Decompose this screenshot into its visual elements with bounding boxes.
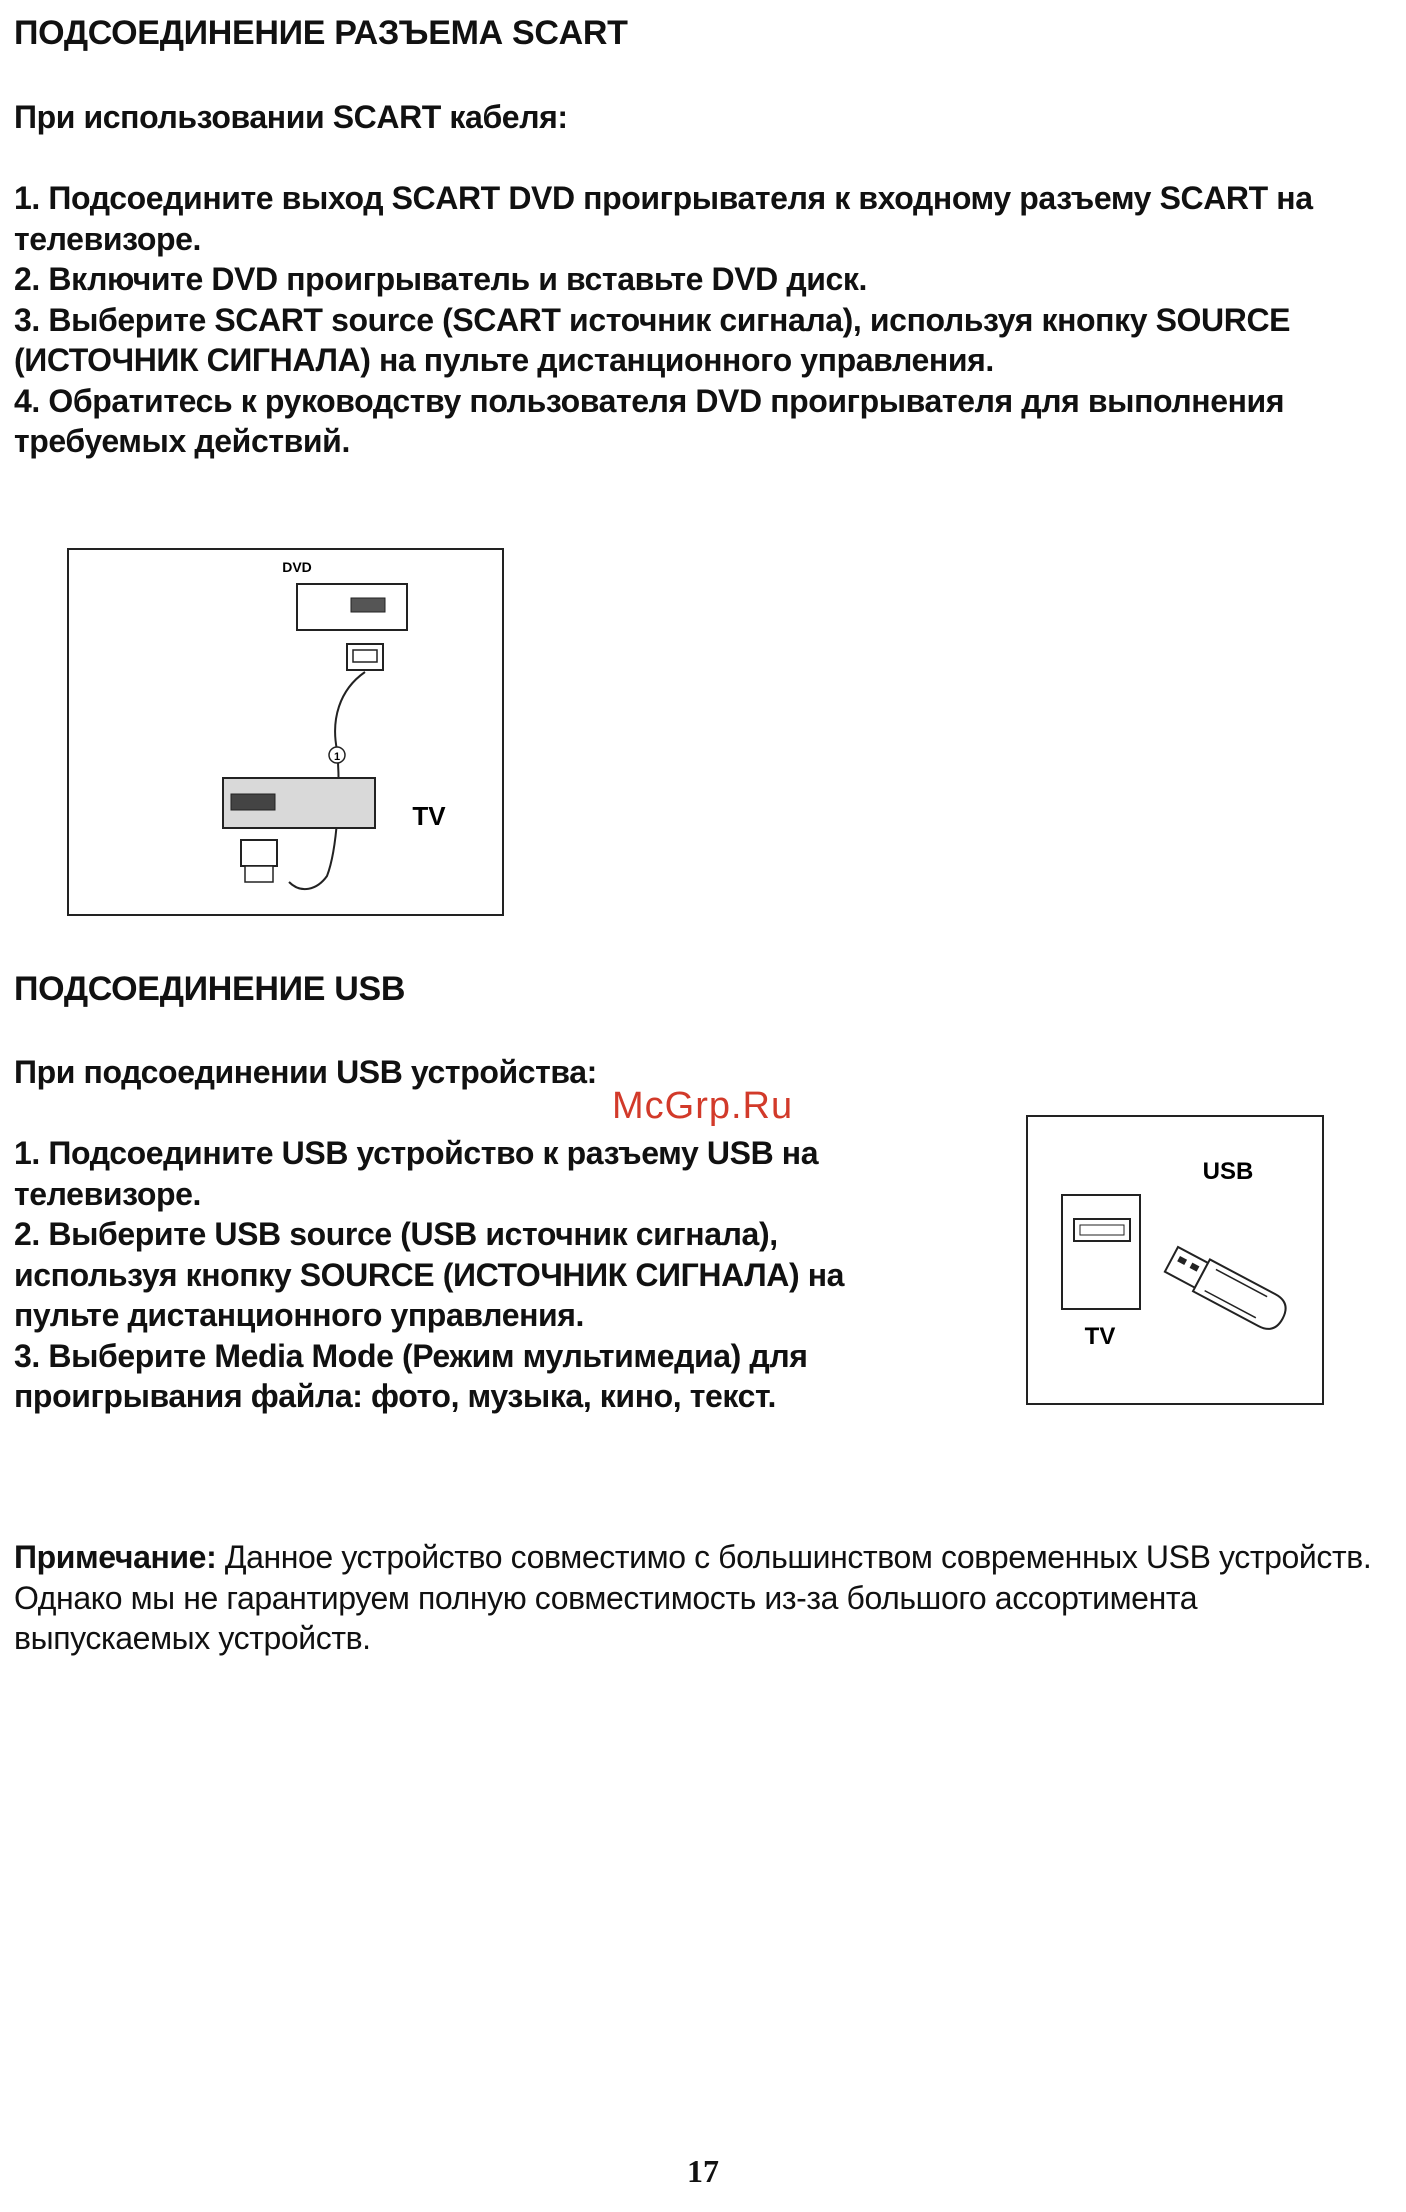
note-text: Данное устройство совместимо с большинством современных USB устройств. Однако мы не гарантируем полную совместимость из-за большого ассортимента выпускаемых устройств. [14, 1539, 1372, 1656]
scart-step-4: 4. Обратитесь к руководству пользователя DVD проигрывателя для выполнения требуемых действий. [14, 382, 1285, 459]
usb-heading: ПОДСОЕДИНЕНИЕ USB [14, 970, 406, 1008]
usb-diagram [1026, 1115, 1324, 1405]
dvd-scart-port [351, 598, 385, 612]
note-label: Примечание: [14, 1539, 217, 1575]
tv-scart-plug [241, 840, 277, 866]
scart-steps [14, 178, 1392, 462]
usb-label: USB [1202, 1158, 1254, 1185]
usb-steps [14, 1133, 914, 1417]
tv-scart-port [231, 794, 275, 810]
scart-step-1: 1. Подсоедините выход SCART DVD проигрывателя к входному разъему SCART на телевизоре. [14, 180, 1313, 257]
scart-diagram [67, 548, 504, 916]
scart-diagram-drawing [69, 550, 502, 914]
page-number: 17 [687, 2153, 719, 2189]
note [14, 1537, 1392, 1659]
tv-panel [1062, 1195, 1140, 1309]
usb-diagram-drawing [1028, 1117, 1322, 1403]
scart-heading: ПОДСОЕДИНЕНИЕ РАЗЪЕМА SCART [14, 14, 628, 52]
cable-marker-label: 1 [333, 751, 341, 763]
usb-step-2: 2. Выберите USB source (USB источник сигнала), используя кнопку SOURCE (ИСТОЧНИК СИГНАЛА) на пульте дистанционного управления. [14, 1216, 845, 1333]
watermark: McGrp.Ru [612, 1085, 794, 1127]
scart-intro: При использовании SCART кабеля: [14, 99, 568, 135]
dvd-label: DVD [282, 559, 312, 575]
usb-flash-drive [1163, 1243, 1291, 1334]
usb-step-1: 1. Подсоедините USB устройство к разъему USB на телевизоре. [14, 1135, 819, 1212]
usb-tv-label: TV [1084, 1323, 1116, 1350]
usb-step-3: 3. Выберите Media Mode (Режим мультимедиа) для проигрывания файла: фото, музыка, кино, текст. [14, 1337, 808, 1414]
usb-intro: При подсоединении USB устройства: [14, 1054, 597, 1090]
scart-step-2: 2. Включите DVD проигрыватель и вставьте DVD диск. [14, 261, 868, 297]
tv-label: TV [412, 801, 446, 831]
scart-step-3: 3. Выберите SCART source (SCART источник сигнала), используя кнопку SOURCE (ИСТОЧНИК СИГНАЛА) на пульте дистанционного управления. [14, 301, 1291, 378]
